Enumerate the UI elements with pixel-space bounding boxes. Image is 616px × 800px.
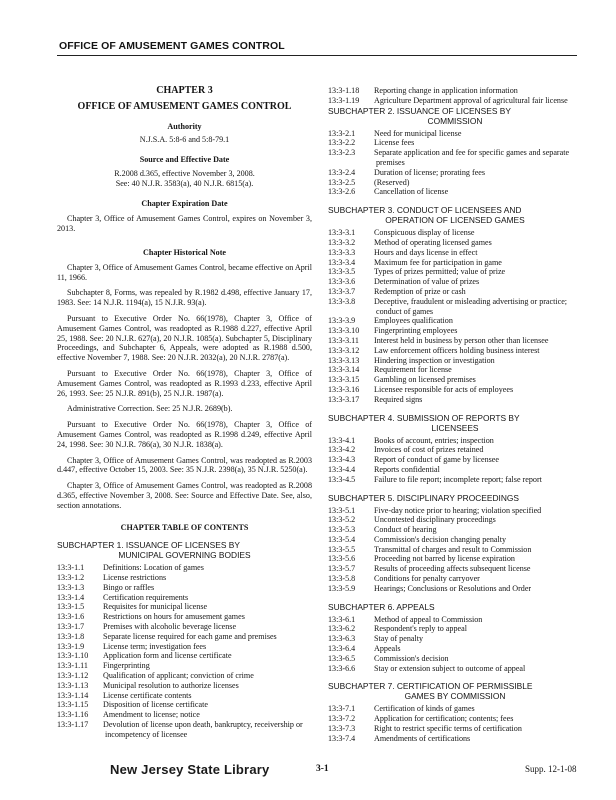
toc-entry-title: Proceeding not barred by license expiration bbox=[374, 554, 515, 564]
toc-entry bbox=[328, 316, 582, 326]
toc-entry-title: Gambling on licensed premises bbox=[374, 375, 476, 385]
toc-entry-title: Bingo or raffles bbox=[103, 582, 155, 592]
toc-entry-number: 13:3-7.3 bbox=[328, 724, 356, 734]
toc-entry-number: 13:3-1.17 bbox=[57, 720, 89, 730]
toc-entry bbox=[328, 187, 582, 197]
toc-entry-title: Invoices of cost of prizes retained bbox=[374, 445, 484, 455]
toc-entry-number: 13:3-3.11 bbox=[328, 335, 359, 345]
toc-entry-title: Agriculture Department approval of agricultural fair license bbox=[374, 95, 568, 105]
toc-entry bbox=[328, 455, 582, 465]
toc-entry-number: 13:3-1.9 bbox=[57, 641, 85, 651]
toc-entry bbox=[328, 277, 582, 287]
toc-entry-number: 13:3-6.2 bbox=[328, 624, 356, 634]
toc-entry-title: Qualification of applicant; conviction of crime bbox=[103, 671, 254, 681]
toc-entry-number: 13:3-1.15 bbox=[57, 700, 89, 710]
historical-paragraph: Pursuant to Executive Order No. 66(1978), Chapter 3, Office of Amusement Games Control, was readopted as R.1998 d.249, effective April 24, 1998. See: 30 N.J.R. 786(a), 30 N.J.R. 1838(a). bbox=[57, 420, 312, 449]
toc-entry-title: Fingerprinting bbox=[103, 661, 150, 671]
toc-entry-number: 13:3-4.4 bbox=[328, 464, 356, 474]
toc-entry bbox=[328, 365, 582, 375]
toc-entry-number: 13:3-2.2 bbox=[328, 138, 356, 148]
toc-entry-title: Right to restrict specific terms of certification bbox=[374, 724, 522, 734]
toc-entry-number: 13:3-6.1 bbox=[328, 614, 356, 624]
toc-entry-title: Definitions: Location of games bbox=[103, 563, 204, 573]
toc-entry-title: Application form and license certificate bbox=[103, 651, 232, 661]
toc-entry-number: 13:3-3.2 bbox=[328, 237, 356, 247]
toc-entry-number: 13:3-4.3 bbox=[328, 455, 356, 465]
toc-entry bbox=[328, 336, 582, 346]
toc-entry-title: Employees qualification bbox=[374, 316, 453, 326]
authority-text: N.J.S.A. 5:8-6 and 5:8-79.1 bbox=[139, 135, 230, 145]
toc-entry-number: 13:3-3.8 bbox=[328, 296, 356, 306]
toc-entry bbox=[57, 681, 312, 691]
page-number: 3-1 bbox=[316, 764, 329, 774]
left-column bbox=[57, 86, 312, 740]
toc-entry bbox=[328, 178, 582, 188]
toc-entry bbox=[328, 545, 582, 555]
toc-entry bbox=[57, 671, 312, 681]
toc-entry bbox=[328, 644, 582, 654]
historical-notes bbox=[57, 263, 312, 511]
toc-entry-title: Disposition of license certificate bbox=[103, 700, 208, 710]
toc-entry bbox=[328, 535, 582, 545]
toc-entry-title: Conspicuous display of license bbox=[374, 228, 475, 238]
toc-entry bbox=[57, 632, 312, 642]
toc-entry-number: 13:3-2.5 bbox=[328, 177, 356, 187]
toc-entry bbox=[328, 86, 582, 96]
toc-entry-title: Report of conduct of game by licensee bbox=[374, 455, 499, 465]
toc-entry-number: 13:3-3.12 bbox=[328, 345, 360, 355]
toc-entry bbox=[328, 129, 582, 139]
toc-entry bbox=[328, 138, 582, 148]
toc-entry-number: 13:3-3.5 bbox=[328, 267, 356, 277]
toc-entry-number: 13:3-3.17 bbox=[328, 394, 360, 404]
subchapter-heading-line: OPERATION OF LICENSED GAMES bbox=[385, 215, 525, 226]
toc-entry-title: (Reserved) bbox=[374, 177, 410, 187]
toc-entry-title: Application for certification; contents; fees bbox=[374, 714, 514, 724]
toc-entry-title: Method of appeal to Commission bbox=[374, 614, 483, 624]
toc-entry-title: Premises with alcoholic beverage license bbox=[103, 622, 237, 632]
toc-entry bbox=[57, 573, 312, 583]
toc-entry-number: 13:3-7.2 bbox=[328, 714, 356, 724]
toc-entry-number: 13:3-2.1 bbox=[328, 128, 356, 138]
toc-entry bbox=[328, 267, 582, 277]
toc-entry-number: 13:3-3.9 bbox=[328, 316, 356, 326]
toc-entry bbox=[57, 691, 312, 701]
toc-entry-title: Conduct of hearing bbox=[374, 525, 437, 535]
toc-entry-title: Hours and days license in effect bbox=[374, 247, 478, 257]
toc-entry-number: 13:3-3.1 bbox=[328, 228, 356, 238]
toc-entry bbox=[328, 356, 582, 366]
toc-entry-number: 13:3-3.15 bbox=[328, 375, 360, 385]
toc-entry-list bbox=[328, 86, 582, 106]
expiration-text: Chapter 3, Office of Amusement Games Control, expires on November 3, 2013. bbox=[57, 214, 312, 234]
toc-entry bbox=[328, 564, 582, 574]
toc-entry bbox=[328, 525, 582, 535]
toc-entry-number: 13:3-4.5 bbox=[328, 474, 356, 484]
toc-entry-number: 13:3-6.4 bbox=[328, 644, 356, 654]
toc-entry-title: License fees bbox=[374, 138, 415, 148]
toc-entry-title: Reporting change in application information bbox=[374, 86, 518, 95]
toc-entry-title: Hearings; Conclusions or Resolutions and Order bbox=[374, 583, 532, 593]
toc-entry bbox=[328, 248, 582, 258]
toc-entry bbox=[57, 612, 312, 622]
toc-entry bbox=[328, 515, 582, 525]
subchapter-heading-line: SUBCHAPTER 2. ISSUANCE OF LICENSES BY bbox=[328, 105, 511, 116]
running-header: OFFICE OF AMUSEMENT GAMES CONTROL bbox=[59, 40, 285, 52]
header-rule bbox=[57, 55, 577, 56]
historical-paragraph: Pursuant to Executive Order No. 66(1978), Chapter 3, Office of Amusement Games Control, was readopted as R.1988 d.227, effective April 25, 1988. See: 20 N.J.R. 627(a), 20 N.J.R. 1085(a). Subchapter 5, Disciplinary Proceedings, and Subchapter 6, Appeals, were adopted as R.1988 d.500, effective November 7, 1988. See: 20 N.J.R. 2032(a), 20 N.J.R. 2787(a). bbox=[57, 313, 312, 363]
source-heading: Source and Effective Date bbox=[139, 155, 230, 165]
toc-entry-number: 13:3-1.7 bbox=[57, 622, 85, 632]
toc-entry-title: Hindering inspection or investigation bbox=[374, 355, 495, 365]
toc-entry-title: Certification requirements bbox=[103, 592, 189, 602]
toc-entry-title: Deceptive, fraudulent or misleading advertising or practice; conduct of games bbox=[374, 296, 568, 316]
subchapter-heading bbox=[328, 493, 582, 503]
toc-entry bbox=[57, 602, 312, 612]
toc-entry bbox=[328, 634, 582, 644]
subchapter-heading bbox=[328, 205, 582, 225]
subchapter-heading-line: SUBCHAPTER 4. SUBMISSION OF REPORTS BY bbox=[328, 412, 520, 423]
toc-entry bbox=[328, 168, 582, 178]
historical-paragraph: Pursuant to Executive Order No. 66(1978), Chapter 3, Office of Amusement Games Control, was readopted as R.1993 d.233, effective April 26, 1993. See: 25 N.J.R. 891(b), 25 N.J.R. 1987(a). bbox=[57, 368, 312, 398]
toc-entry-title: Uncontested disciplinary proceedings bbox=[374, 515, 496, 525]
expiration-heading: Chapter Expiration Date bbox=[141, 198, 228, 208]
subchapter-heading-line: MUNICIPAL GOVERNING BODIES bbox=[118, 550, 251, 561]
historical-heading: Chapter Historical Note bbox=[142, 247, 227, 257]
toc-entry-number: 13:3-1.1 bbox=[57, 563, 85, 573]
toc-entry-number: 13:3-1.10 bbox=[57, 651, 89, 661]
subchapter-heading-line: SUBCHAPTER 1. ISSUANCE OF LICENSES BY bbox=[57, 540, 240, 551]
toc-entry-title: Duration of license; prorating fees bbox=[374, 167, 486, 177]
toc-entry bbox=[328, 624, 582, 634]
toc-entry-title: Results of proceeding affects subsequent license bbox=[374, 564, 531, 574]
toc-entry-number: 13:3-2.6 bbox=[328, 187, 356, 197]
toc-entry bbox=[328, 724, 582, 734]
toc-entry-title: Conditions for penalty carryover bbox=[374, 574, 480, 584]
toc-entry-number: 13:3-1.12 bbox=[57, 671, 89, 681]
toc-entry-title: Cancellation of license bbox=[374, 187, 449, 197]
toc-entry-number: 13:3-1.14 bbox=[57, 690, 89, 700]
subchapter-heading-line: SUBCHAPTER 6. APPEALS bbox=[328, 601, 435, 612]
toc-entry-title: Licensee responsible for acts of employees bbox=[374, 384, 514, 394]
toc-entry-title: Separate license required for each game and premises bbox=[103, 631, 277, 641]
toc-entry-title: Commission's decision bbox=[374, 653, 449, 663]
toc-entry bbox=[57, 583, 312, 593]
toc-entry-number: 13:3-5.3 bbox=[328, 525, 356, 535]
toc-entry bbox=[57, 720, 312, 740]
toc-entry-number: 13:3-2.4 bbox=[328, 167, 356, 177]
historical-paragraph: Chapter 3, Office of Amusement Games Control, was readopted as R.2008 d.365, effective November 3, 2008. See: Source and Effective Date. See, also, section annotations. bbox=[57, 481, 312, 510]
toc-entry bbox=[328, 238, 582, 248]
toc-entry-number: 13:3-2.3 bbox=[328, 148, 356, 158]
toc-entry-title: Separate application and fee for specific games and separate premises bbox=[374, 148, 570, 167]
toc-entry-number: 13:3-3.14 bbox=[328, 365, 360, 375]
toc-entry bbox=[328, 654, 582, 664]
toc-entry-number: 13:3-1.2 bbox=[57, 573, 85, 583]
toc-entry-title: Fingerprinting employees bbox=[374, 326, 458, 336]
toc-entry bbox=[328, 385, 582, 395]
subchapter-heading bbox=[328, 602, 582, 612]
toc-entry-number: 13:3-5.6 bbox=[328, 554, 356, 564]
toc-entry-title: License certificate contents bbox=[103, 690, 192, 700]
toc-entry bbox=[328, 228, 582, 238]
toc-entry-number: 13:3-3.10 bbox=[328, 326, 360, 336]
toc-entry-number: 13:3-1.3 bbox=[57, 582, 85, 592]
toc-entry-title: Types of prizes permitted; value of prize bbox=[374, 267, 506, 277]
supplement-date: Supp. 12-1-08 bbox=[525, 764, 577, 774]
toc-entry-title: Amendments of certifications bbox=[374, 733, 471, 743]
toc-entry-number: 13:3-5.8 bbox=[328, 574, 356, 584]
toc-entry-number: 13:3-1.8 bbox=[57, 631, 85, 641]
toc-entry-number: 13:3-1.5 bbox=[57, 602, 85, 612]
toc-entry-title: Maximum fee for participation in game bbox=[374, 257, 502, 267]
toc-entry-title: Need for municipal license bbox=[374, 128, 462, 138]
toc-entry-number: 13:3-5.7 bbox=[328, 564, 356, 574]
subchapter-heading-line: COMMISSION bbox=[427, 115, 483, 126]
toc-entry bbox=[328, 346, 582, 356]
toc-entry-number: 13:3-1.18 bbox=[328, 86, 360, 95]
toc-entry-title: Determination of value of prizes bbox=[374, 277, 480, 287]
toc-entry-list bbox=[57, 563, 312, 739]
toc-entry bbox=[328, 506, 582, 516]
source-line: R.2008 d.365, effective November 3, 2008. bbox=[114, 168, 255, 178]
toc-entry-number: 13:3-6.5 bbox=[328, 653, 356, 663]
toc-entry bbox=[328, 395, 582, 405]
toc-entry-title: Respondent's reply to appeal bbox=[374, 624, 467, 634]
toc-entry-title: Law enforcement officers holding business interest bbox=[374, 345, 540, 355]
authority-heading: Authority bbox=[167, 121, 202, 131]
library-stamp: New Jersey State Library bbox=[110, 762, 270, 777]
toc-entry bbox=[57, 593, 312, 603]
toc-entry-title: Five-day notice prior to hearing; violation specified bbox=[374, 505, 542, 515]
subchapter-heading bbox=[328, 681, 582, 701]
toc-entry bbox=[328, 574, 582, 584]
toc-entry-title: Restrictions on hours for amusement games bbox=[103, 612, 245, 622]
subchapter-heading-line: GAMES BY COMMISSION bbox=[404, 691, 506, 702]
toc-entry-number: 13:3-4.2 bbox=[328, 445, 356, 455]
toc-entry bbox=[328, 326, 582, 336]
subchapter-heading-line: SUBCHAPTER 7. CERTIFICATION OF PERMISSIBLE bbox=[328, 681, 533, 692]
toc-entry-number: 13:3-3.4 bbox=[328, 257, 356, 267]
toc-entry-number: 13:3-3.16 bbox=[328, 384, 360, 394]
toc-entry bbox=[328, 287, 582, 297]
toc-entry bbox=[328, 664, 582, 674]
toc-entry-title: Stay of penalty bbox=[374, 634, 424, 644]
right-column bbox=[328, 86, 582, 744]
toc-entry-title: Books of account, entries; inspection bbox=[374, 435, 494, 445]
toc-entry-number: 13:3-5.9 bbox=[328, 583, 356, 593]
toc-entry-title: Transmittal of charges and result to Commission bbox=[374, 544, 532, 554]
toc-entry bbox=[57, 710, 312, 720]
subchapter-heading bbox=[328, 106, 582, 126]
subchapter-heading-line: SUBCHAPTER 5. DISCIPLINARY PROCEEDINGS bbox=[328, 492, 519, 503]
toc-entry-title: Stay or extension subject to outcome of appeal bbox=[374, 663, 526, 673]
toc-entry bbox=[57, 642, 312, 652]
toc-entry bbox=[328, 148, 582, 168]
toc-entry bbox=[328, 96, 582, 106]
toc-entry bbox=[328, 714, 582, 724]
toc-entry-number: 13:3-5.1 bbox=[328, 505, 356, 515]
toc-entry-title: Municipal resolution to authorize licenses bbox=[103, 680, 239, 690]
subchapter-heading-line: LICENSEES bbox=[431, 422, 479, 433]
toc-entry-number: 13:3-5.4 bbox=[328, 534, 356, 544]
toc-entry bbox=[328, 554, 582, 564]
toc-entry-title: License term; investigation fees bbox=[103, 641, 207, 651]
toc-entry bbox=[328, 297, 582, 317]
toc-entry bbox=[328, 584, 582, 594]
toc-entry-number: 13:3-3.6 bbox=[328, 277, 356, 287]
toc-entry-title: Required signs bbox=[374, 394, 423, 404]
toc-entry-title: Requisites for municipal license bbox=[103, 602, 208, 612]
subchapter-heading bbox=[328, 413, 582, 433]
toc-heading: CHAPTER TABLE OF CONTENTS bbox=[120, 522, 249, 532]
toc-entry-number: 13:3-5.5 bbox=[328, 544, 356, 554]
toc-entry-number: 13:3-3.7 bbox=[328, 286, 356, 296]
toc-entry-title: Certification of kinds of games bbox=[374, 704, 475, 714]
toc-entry bbox=[57, 700, 312, 710]
toc-entry-number: 13:3-6.6 bbox=[328, 663, 356, 673]
toc-entry bbox=[57, 661, 312, 671]
toc-entry-title: Commission's decision changing penalty bbox=[374, 534, 507, 544]
toc-entry bbox=[328, 258, 582, 268]
subchapter-list bbox=[328, 106, 582, 744]
subchapter-heading-line: SUBCHAPTER 3. CONDUCT OF LICENSEES AND bbox=[328, 205, 522, 216]
toc-entry-title: Interest held in business by person other than licensee bbox=[374, 335, 549, 345]
toc-entry-number: 13:3-3.3 bbox=[328, 247, 356, 257]
toc-entry bbox=[328, 465, 582, 475]
chapter-title: OFFICE OF AMUSEMENT GAMES CONTROL bbox=[77, 100, 292, 112]
toc-entry-number: 13:3-1.4 bbox=[57, 592, 85, 602]
historical-paragraph: Chapter 3, Office of Amusement Games Control, became effective on April 11, 1966. bbox=[57, 262, 312, 282]
toc-entry-title: Method of operating licensed games bbox=[374, 237, 492, 247]
toc-entry bbox=[57, 563, 312, 573]
toc-entry-number: 13:3-7.1 bbox=[328, 704, 356, 714]
toc-entry-title: License restrictions bbox=[103, 573, 167, 583]
toc-entry-number: 13:3-3.13 bbox=[328, 355, 360, 365]
toc-entry-number: 13:3-1.11 bbox=[57, 661, 88, 671]
toc-entry bbox=[328, 475, 582, 485]
toc-entry-title: Devolution of license upon death, bankruptcy, receivership or incompetency of licensee bbox=[103, 720, 303, 739]
toc-entry bbox=[57, 651, 312, 661]
toc-entry-number: 13:3-7.4 bbox=[328, 733, 356, 743]
toc-entry bbox=[328, 375, 582, 385]
toc-entry bbox=[328, 734, 582, 744]
toc-entry bbox=[328, 445, 582, 455]
toc-entry-title: Redemption of prize or cash bbox=[374, 286, 466, 296]
source-line: See: 40 N.J.R. 3583(a), 40 N.J.R. 6815(a). bbox=[115, 178, 254, 188]
toc-entry-title: Reports confidential bbox=[374, 464, 440, 474]
toc-entry-title: Appeals bbox=[374, 644, 401, 654]
historical-paragraph: Administrative Correction. See: 25 N.J.R. 2689(b). bbox=[67, 404, 233, 414]
toc-entry-title: Requirement for license bbox=[374, 365, 452, 375]
toc-entry-number: 13:3-4.1 bbox=[328, 435, 356, 445]
toc-entry-number: 13:3-6.3 bbox=[328, 634, 356, 644]
toc-entry-number: 13:3-1.19 bbox=[328, 95, 360, 105]
toc-entry-title: Amendment to license; notice bbox=[103, 710, 200, 720]
toc-entry-number: 13:3-1.13 bbox=[57, 680, 89, 690]
toc-entry bbox=[57, 622, 312, 632]
toc-entry-number: 13:3-1.16 bbox=[57, 710, 89, 720]
subchapter-heading bbox=[57, 540, 312, 560]
toc-entry-title: Failure to file report; incomplete report; false report bbox=[374, 474, 542, 484]
historical-paragraph: Subchapter 8, Forms, was repealed by R.1982 d.498, effective January 17, 1983. See: 14 N.J.R. 1194(a), 15 N.J.R. 93(a). bbox=[57, 288, 312, 308]
chapter-number: CHAPTER 3 bbox=[156, 85, 213, 96]
toc-entry-number: 13:3-1.6 bbox=[57, 612, 85, 622]
toc-entry bbox=[328, 436, 582, 446]
toc-entry-number: 13:3-5.2 bbox=[328, 515, 356, 525]
historical-paragraph: Chapter 3, Office of Amusement Games Control, was readopted as R.2003 d.447, effective October 15, 2003. See: 35 N.J.R. 2398(a), 35 N.J.R. 5250(a). bbox=[57, 455, 312, 475]
toc-entry bbox=[328, 615, 582, 625]
toc-entry bbox=[328, 704, 582, 714]
